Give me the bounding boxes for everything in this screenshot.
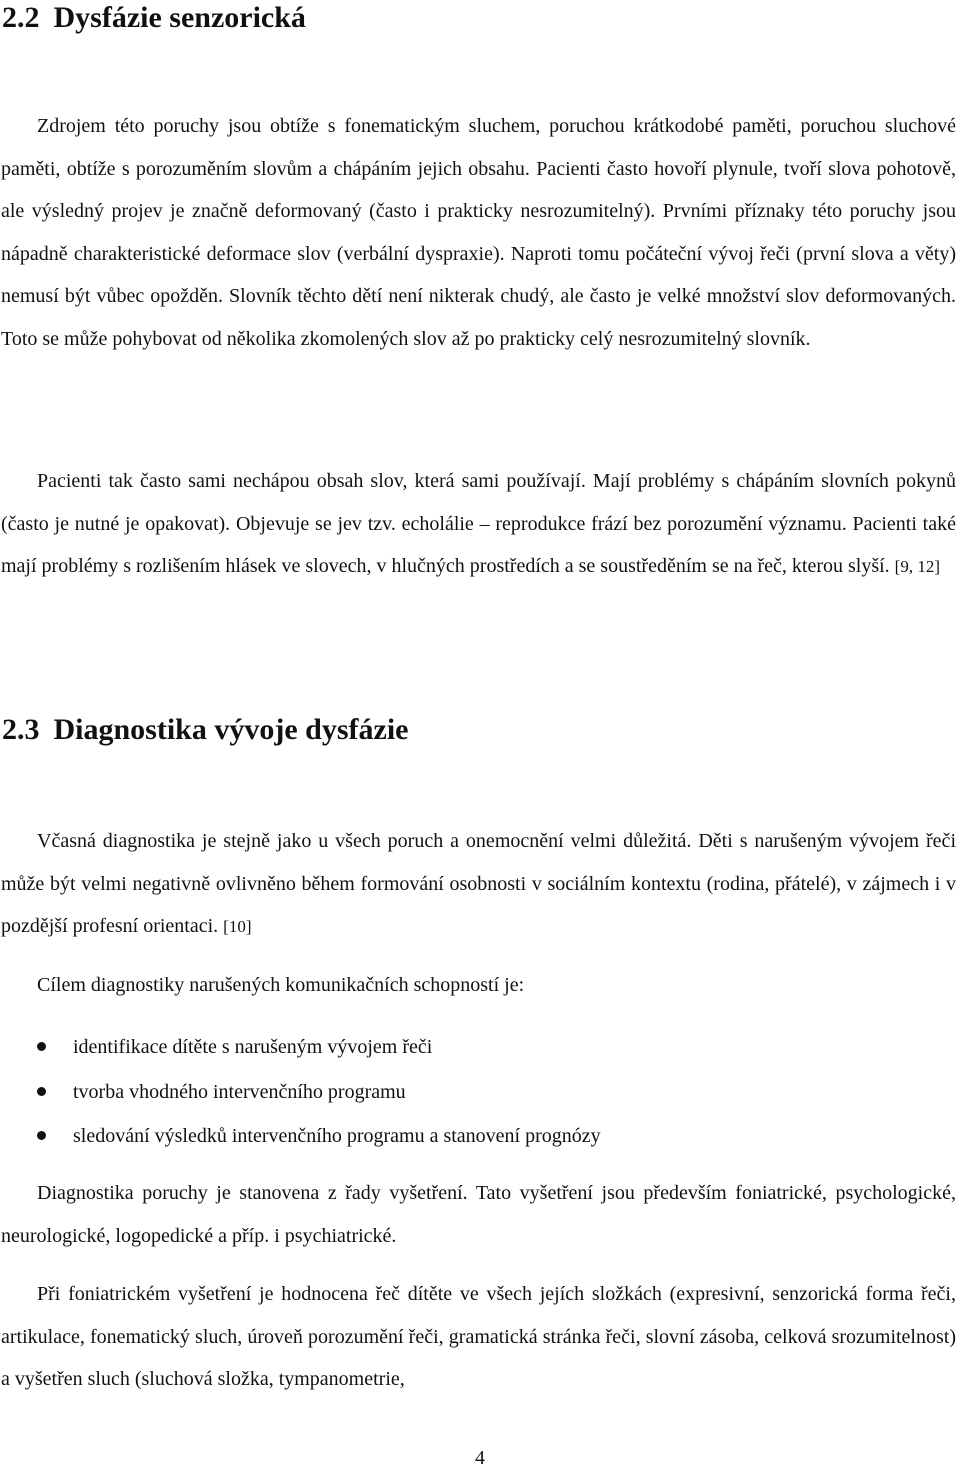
- list-item: [0, 1114, 601, 1159]
- paragraph-text: Včasná diagnostika je stejně jako u všech poruch a onemocnění velmi důležitá. Děti s narušeným vývojem řeči může být velmi negativně ovlivněno během formování osobnosti v sociálním kontextu (rodina, přátelé), v zájmech i v pozdější profesní orientaci.: [1, 830, 956, 937]
- citation: [10]: [223, 917, 252, 936]
- paragraph-text: Pacienti tak často sami nechápou obsah slov, která sami používají. Mají problémy s chápáním slovních pokynů (často je nutné je opakovat). Objevuje se jev tzv. echolálie – reprodukce frází bez porozumění významu. Pacienti také mají problémy s rozlišením hlásek ve slovech, v hlučných prostředích a se soustředěním se na řeč, kterou slyší.: [1, 470, 956, 577]
- goals-list: [0, 1025, 601, 1159]
- paragraph-2-3-2: [1, 1172, 956, 1257]
- section-heading-2-2: [2, 0, 306, 36]
- bullet-icon: [37, 1131, 46, 1140]
- citation: [9, 12]: [894, 557, 940, 576]
- list-item: [0, 1025, 601, 1070]
- bullet-icon: [37, 1042, 46, 1051]
- paragraph-2-3-3: [1, 1273, 956, 1401]
- paragraph-text: Diagnostika poruchy je stanovena z řady vyšetření. Tato vyšetření jsou především foniatrické, psychologické, neurologické, logopedické a příp. i psychiatrické.: [1, 1182, 956, 1247]
- list-item-text: tvorba vhodného intervenčního programu: [73, 1080, 406, 1103]
- paragraph-text: Zdrojem této poruchy jsou obtíže s fonematickým sluchem, poruchou krátkodobé paměti, poruchou sluchové paměti, obtíže s porozuměním slovům a chápáním jejich obsahu. Pacienti často hovoří plynule, tvoří slova pohotově, ale výsledný projev je značně deformovaný (často i prakticky nesrozumitelný). Prvními příznaky této poruchy jsou nápadně charakteristické deformace slov (verbální dyspraxie). Naproti tomu počáteční vývoj řeči (první slova a věty) nemusí být vůbec opožděn. Slovník těchto dětí není nikterak chudý, ale často je velké množství slov deformovaných. Toto se může pohybovat od několika zkomolených slov až po prakticky celý nesrozumitelný slovník.: [1, 115, 956, 350]
- section-heading-2-3: [2, 712, 409, 748]
- section-number: 2.2: [2, 1, 40, 34]
- paragraph-text: Při foniatrickém vyšetření je hodnocena řeč dítěte ve všech jejích složkách (expresivní, senzorická forma řeči, artikulace, fonematický sluch, úroveň porozumění řeči, gramatická stránka řeči, slovní zásoba, celková srozumitelnost) a vyšetřen sluch (sluchová složka, tympanometrie,: [1, 1283, 956, 1390]
- section-number: 2.3: [2, 713, 40, 746]
- list-item: [0, 1070, 601, 1115]
- list-item-text: sledování výsledků intervenčního programu a stanovení prognózy: [73, 1125, 601, 1147]
- page-number: 4: [475, 1447, 485, 1469]
- paragraph-2-3-1: [1, 820, 956, 949]
- goals-intro: Cílem diagnostiky narušených komunikačních schopností je:: [37, 974, 525, 996]
- section-title: Diagnostika vývoje dysfázie: [53, 713, 409, 746]
- section-title: Dysfázie senzorická: [53, 1, 306, 34]
- paragraph-2-2-2: [1, 460, 956, 589]
- list-item-text: identifikace dítěte s narušeným vývojem řeči: [73, 1036, 433, 1058]
- bullet-icon: [37, 1087, 46, 1096]
- paragraph-2-2-1: [1, 105, 956, 360]
